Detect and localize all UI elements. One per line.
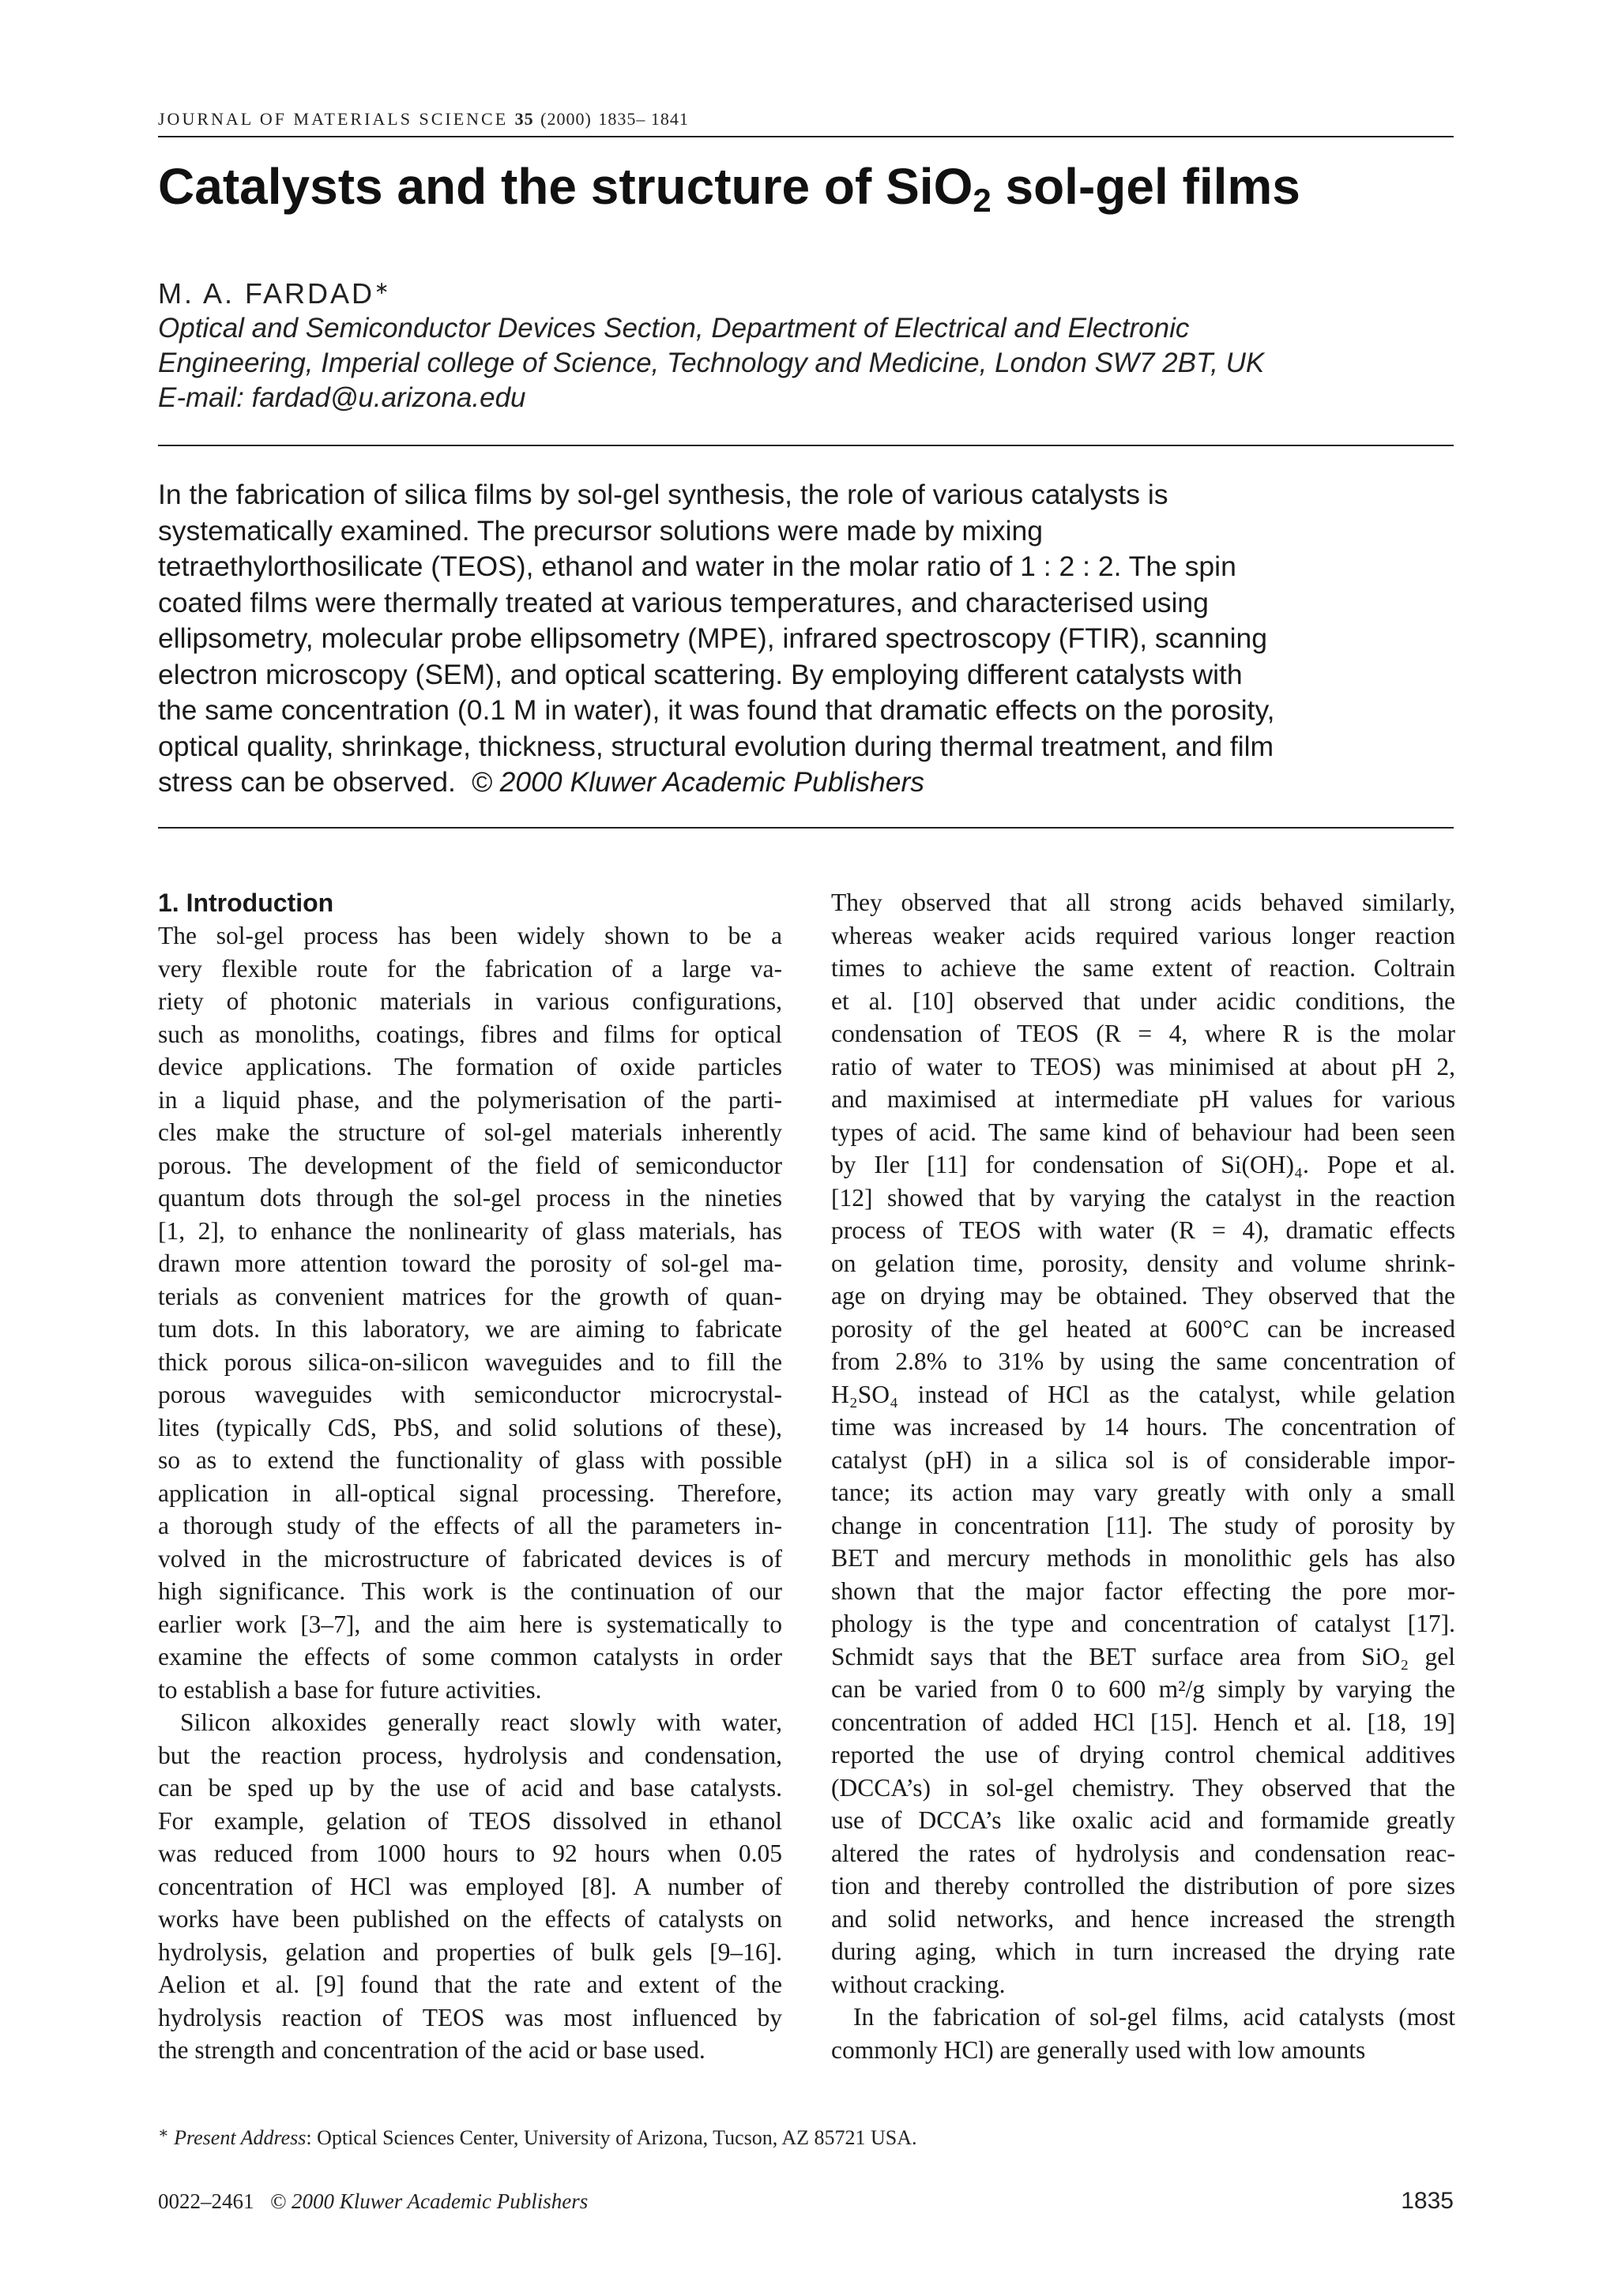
body-text-line: by Iler [11] for condensation of Si(OH)₄. Pope et al. [831, 1151, 1455, 1178]
title-tail: sol-gel films [991, 158, 1300, 215]
affiliation-line: Engineering, Imperial college of Science, Technology and Medicine, London SW7 2BT, UK [158, 348, 1265, 378]
column-right [831, 886, 1455, 2066]
body-text-line: porosity of the gel heated at 600°C can be increased [831, 1314, 1455, 1343]
body-text-line: examine the effects of some common catalysts in order [158, 1643, 782, 1670]
footnote [158, 2123, 917, 2150]
body-text-line: Aelion et al. [9] found that the rate and extent of the [158, 1971, 782, 1998]
footer-issn: 0022–2461 [158, 2189, 254, 2213]
journal-name: JOURNAL OF MATERIALS SCIENCE [158, 109, 509, 129]
footer-left [158, 2189, 588, 2214]
body-text-line: age on drying may be obtained. They observed that the [831, 1282, 1455, 1310]
body-text-line: and maximised at intermediate pH values for various [831, 1085, 1455, 1113]
body-text-line: quantum dots through the sol-gel process in the nineties [158, 1184, 782, 1212]
abstract-line: coated films were thermally treated at various temperatures, and characterised using [158, 586, 1209, 618]
body-text-line: on gelation time, porosity, density and volume shrink- [831, 1249, 1455, 1277]
author [158, 276, 389, 311]
body-text-line: cles make the structure of sol-gel materials inherently [158, 1118, 782, 1146]
body-text-line: device applications. The formation of oxide particles [158, 1053, 782, 1080]
abstract-line: In the fabrication of silica films by sol-gel synthesis, the role of various catalysts is [158, 479, 1168, 510]
body-text-line: They observed that all strong acids behaved similarly, [831, 889, 1455, 916]
body-text-line: porous waveguides with semiconductor microcrystal- [158, 1381, 782, 1408]
abstract-line: ellipsometry, molecular probe ellipsometry (MPE), infrared spectroscopy (FTIR), scanning [158, 622, 1268, 654]
body-text-line: shown that the major factor effecting the pore mor- [831, 1576, 1455, 1605]
body-text-line: The sol-gel process has been widely shown to be a [158, 922, 782, 949]
abstract [158, 477, 1462, 801]
footer-copyright: © 2000 Kluwer Academic Publishers [269, 2189, 589, 2213]
body-text-line: process of TEOS with water (R = 4), dramatic effects [831, 1216, 1455, 1244]
body-text-line: high significance. This work is the continuation of our [158, 1577, 782, 1605]
article-title [158, 155, 1454, 218]
affiliation-line: Optical and Semiconductor Devices Section, Department of Electrical and Electronic [158, 313, 1190, 344]
body-text-line: use of DCCA’s like oxalic acid and formamide greatly [831, 1806, 1455, 1834]
body-text-line: was reduced from 1000 hours to 92 hours when 0.05 [158, 1839, 782, 1867]
body-text-line: reported the use of drying control chemical additives [831, 1741, 1455, 1768]
body-text-line: earlier work [3–7], and the aim here is systematically to [158, 1610, 782, 1638]
abstract-last-line [158, 765, 1462, 801]
journal-volume: 35 [514, 109, 534, 129]
body-text-line: whereas weaker acids required various longer reaction [831, 921, 1455, 949]
rule-top [158, 445, 1454, 446]
abstract-last-text: stress can be observed. [158, 766, 456, 798]
body-text-line: such as monoliths, coatings, fibres and films for optical [158, 1020, 782, 1048]
body-text-line: a thorough study of the effects of all the parameters in- [158, 1512, 782, 1539]
abstract-copyright: © 2000 Kluwer Academic Publishers [471, 766, 925, 798]
body-text-line: types of acid. The same kind of behaviour had been seen [831, 1118, 1455, 1146]
author-name: M. A. FARDAD [158, 277, 375, 310]
body-text-line: ratio of water to TEOS) was minimised at about pH 2, [831, 1052, 1455, 1080]
footnote-mark: ∗ [158, 2125, 169, 2142]
body-text-line: times to achieve the same extent of reaction. Coltrain [831, 954, 1455, 982]
running-head [158, 109, 1454, 137]
author-email: E-mail: fardad@u.arizona.edu [158, 382, 526, 413]
section-heading: 1. Introduction [158, 889, 334, 917]
body-text-line: so as to extend the functionality of glass with possible [158, 1446, 782, 1474]
body-text-line: hydrolysis reaction of TEOS was most influenced by [158, 2003, 782, 2031]
body-text-line: commonly HCl) are generally used with low amounts [831, 2035, 1366, 2064]
body-text-line: to establish a base for future activities. [158, 1675, 542, 1704]
body-text-line: In the fabrication of sol-gel films, acid catalysts (most [853, 2003, 1455, 2031]
column-left [158, 886, 782, 2067]
abstract-line: electron microscopy (SEM), and optical scattering. By employing different catalysts with [158, 658, 1243, 690]
body-text-line: concentration of added HCl [15]. Hench et al. [18, 19] [831, 1708, 1455, 1736]
author-footnote-mark: ∗ [374, 278, 389, 298]
body-text-line: porous. The development of the field of semiconductor [158, 1151, 782, 1179]
journal-pages: 1835– 1841 [598, 109, 689, 129]
body-text-line: time was increased by 14 hours. The concentration of [831, 1413, 1455, 1441]
body-text-line: drawn more attention toward the porosity of sol-gel ma- [158, 1249, 782, 1277]
body-text-line: the strength and concentration of the acid or base used. [158, 2036, 706, 2064]
body-text-line: concentration of HCl was employed [8]. A number of [158, 1872, 782, 1900]
rule-bottom [158, 827, 1454, 829]
body-text-line: altered the rates of hydrolysis and condensation reac- [831, 1839, 1455, 1867]
affiliation [158, 311, 1469, 415]
abstract-line: tetraethylorthosilicate (TEOS), ethanol and water in the molar ratio of 1 : 2 : 2. The spin [158, 551, 1236, 582]
body-text-line: BET and mercury methods in monolithic gels has also [831, 1544, 1455, 1572]
body-text-line: [12] showed that by varying the catalyst in the reaction [831, 1183, 1455, 1212]
body-text-line: tion and thereby controlled the distribution of pore sizes [831, 1872, 1455, 1900]
title-subscript: 2 [973, 182, 991, 219]
body-text-line: change in concentration [11]. The study of porosity by [831, 1511, 1455, 1539]
abstract-line: optical quality, shrinkage, thickness, structural evolution during thermal treatment, and film [158, 730, 1274, 762]
footnote-label: Present Address [174, 2126, 307, 2149]
body-text-line: terials as convenient matrices for the growth of quan- [158, 1282, 782, 1310]
body-text-line: Silicon alkoxides generally react slowly with water, [180, 1708, 782, 1736]
title-main: Catalysts and the structure of SiO [158, 158, 973, 215]
body-text-line: thick porous silica-on-silicon waveguides and to fill the [158, 1347, 782, 1376]
body-text-line: et al. [10] observed that under acidic conditions, the [831, 986, 1455, 1015]
body-text-line: can be varied from 0 to 600 m²/g simply by varying the [831, 1675, 1455, 1703]
body-text-line: H₂SO₄ instead of HCl as the catalyst, while gelation [831, 1380, 1455, 1408]
body-text-line: volved in the microstructure of fabricated devices is of [158, 1544, 782, 1573]
body-text-line: lites (typically CdS, PbS, and solid solutions of these), [158, 1413, 782, 1441]
body-text-line: catalyst (pH) in a silica sol is of considerable impor- [831, 1445, 1455, 1474]
body-text-line: tance; its action may vary greatly with only a small [831, 1479, 1455, 1506]
abstract-line: the same concentration (0.1 M in water), it was found that dramatic effects on the porosity, [158, 694, 1275, 726]
body-text-line: without cracking. [831, 1970, 1006, 1998]
body-text-line: phology is the type and concentration of catalyst [17]. [831, 1610, 1455, 1637]
footnote-text: : Optical Sciences Center, University of Arizona, Tucson, AZ 85721 USA. [306, 2126, 917, 2149]
journal-year: (2000) [540, 109, 592, 129]
body-text-line: in a liquid phase, and the polymerisation of the parti- [158, 1085, 782, 1114]
body-text-line: riety of photonic materials in various configurations, [158, 987, 782, 1015]
body-text-line: hydrolysis, gelation and properties of bulk gels [9–16]. [158, 1937, 782, 1966]
body-text-line: condensation of TEOS (R = 4, where R is the molar [831, 1020, 1455, 1047]
body-text-line: and solid networks, and hence increased the strength [831, 1904, 1455, 1933]
body-text-line: can be sped up by the use of acid and base catalysts. [158, 1774, 782, 1802]
body-text-line: Schmidt says that the BET surface area from SiO₂ gel [831, 1642, 1455, 1670]
body-text-line: but the reaction process, hydrolysis and condensation, [158, 1741, 782, 1769]
body-text-line: very flexible route for the fabrication of a large va- [158, 954, 782, 983]
body-text-line: works have been published on the effects of catalysts on [158, 1905, 782, 1933]
body-text-line: during aging, which in turn increased the drying rate [831, 1937, 1455, 1965]
body-text-line: from 2.8% to 31% by using the same concentration of [831, 1347, 1455, 1375]
body-text-line: tum dots. In this laboratory, we are aiming to fabricate [158, 1315, 782, 1343]
page-number: 1835 [1401, 2188, 1454, 2214]
body-text-line: application in all-optical signal processing. Therefore, [158, 1479, 782, 1507]
body-text-line: (DCCA’s) in sol-gel chemistry. They observed that the [831, 1773, 1455, 1802]
abstract-line: systematically examined. The precursor solutions were made by mixing [158, 514, 1044, 547]
body-text-line: [1, 2], to enhance the nonlinearity of glass materials, has [158, 1216, 782, 1245]
body-text-line: For example, gelation of TEOS dissolved in ethanol [158, 1806, 782, 1835]
